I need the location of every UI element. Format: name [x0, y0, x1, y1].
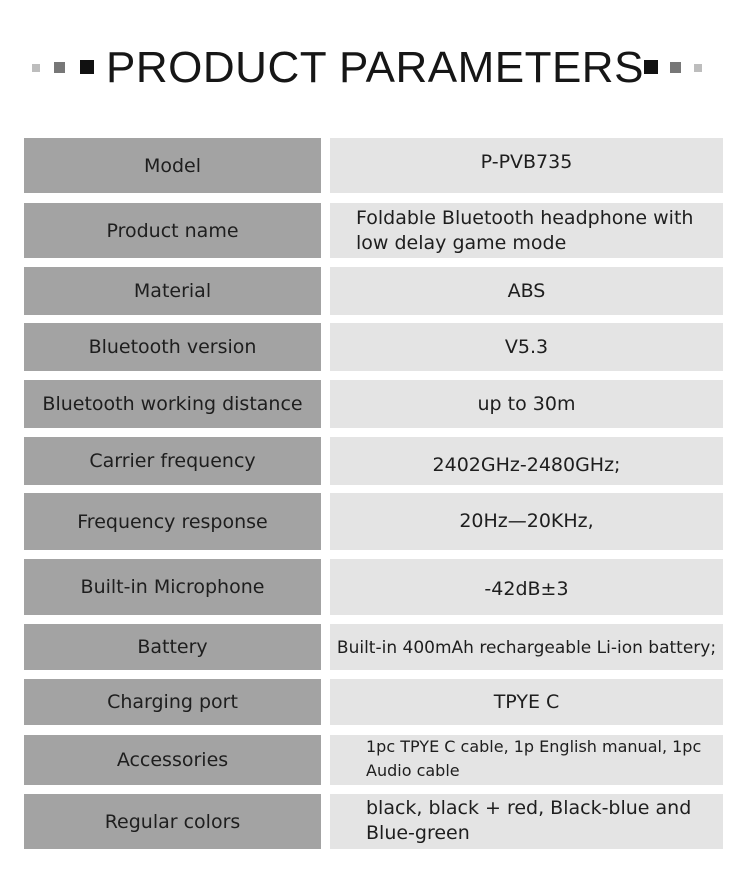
param-value-carrier-frequency — [330, 437, 723, 485]
param-value-frequency-response — [330, 493, 723, 550]
param-label-regular-colors: Regular colors — [24, 794, 321, 849]
param-value-built-in-microphone-text: -42dB±3 — [484, 577, 569, 600]
param-value-frequency-response-text: 20Hz—20KHz, — [459, 510, 594, 532]
param-label-charging-port: Charging port — [24, 679, 321, 725]
param-value-accessories-text: 1pc TPYE C cable, 1p English manual, 1pc Audio cable — [366, 737, 702, 780]
param-label-battery: Battery — [24, 624, 321, 670]
param-label-carrier-frequency: Carrier frequency — [24, 437, 321, 485]
param-label-product-name: Product name — [24, 203, 321, 258]
param-value-bluetooth-version-text: V5.3 — [504, 335, 549, 358]
param-value-bluetooth-working-distance-text: up to 30m — [477, 392, 576, 415]
param-value-charging-port — [330, 679, 723, 725]
param-value-bluetooth-version — [330, 323, 723, 371]
param-value-model-text: P-PVB735 — [480, 151, 573, 173]
param-label-built-in-microphone: Built-in Microphone — [24, 559, 321, 615]
param-value-carrier-frequency-text: 2402GHz-2480GHz; — [432, 453, 621, 476]
param-label-bluetooth-working-distance: Bluetooth working distance — [24, 380, 321, 428]
param-label-material: Material — [24, 267, 321, 315]
page-title: PRODUCT PARAMETERS — [106, 43, 644, 92]
param-value-bluetooth-working-distance — [330, 380, 723, 428]
param-value-regular-colors-text: black, black + red, Black-blue and Blue-green — [366, 796, 692, 844]
param-value-material-text: ABS — [507, 279, 546, 302]
param-label-accessories: Accessories — [24, 735, 321, 785]
param-value-product-name-text: Foldable Bluetooth headphone with low delay game mode — [356, 206, 694, 254]
param-value-charging-port-text: TPYE C — [493, 690, 560, 713]
param-label-bluetooth-version: Bluetooth version — [24, 323, 321, 371]
param-value-built-in-microphone — [330, 559, 723, 615]
param-value-product-name — [330, 203, 723, 258]
param-value-accessories — [330, 735, 723, 785]
param-value-regular-colors — [330, 794, 723, 849]
param-value-battery — [330, 624, 723, 670]
param-value-material — [330, 267, 723, 315]
param-label-frequency-response: Frequency response — [24, 493, 321, 550]
param-value-model — [330, 138, 723, 193]
param-value-battery-text: Built-in 400mAh rechargeable Li-ion battery; — [336, 637, 717, 658]
param-label-model: Model — [24, 138, 321, 193]
